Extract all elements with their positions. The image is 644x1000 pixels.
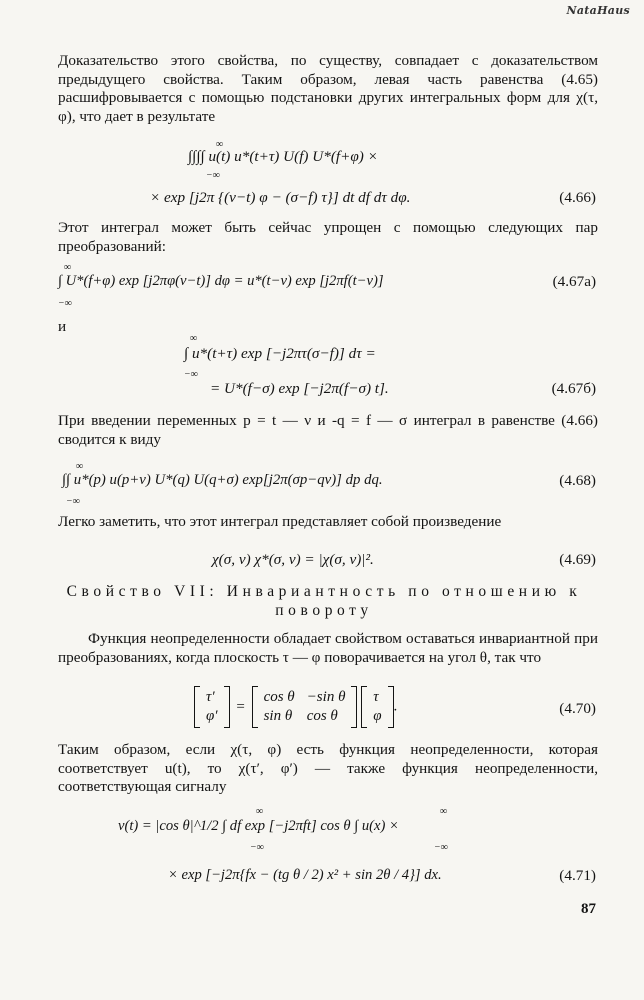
equation-4-67a: ∫ U*(f+φ) exp [j2πφ(ν−t)] dφ = u*(t−ν) exp [j2πf(t−ν)] [58, 273, 384, 289]
upper-limit: ∞ [440, 806, 448, 817]
paragraph-2: Этот интеграл может быть сейчас упрощен с помощью следующих пар преобразований: [58, 219, 598, 255]
matrix-cell: τ [373, 689, 379, 705]
equation-4-66-line-2: × exp [j2π {(ν−t) φ − (σ−f) τ}] dt df dτ dφ. [150, 189, 411, 206]
upper-limit: ∞ [64, 262, 72, 273]
lower-limit: −∞ [434, 842, 448, 853]
matrix-cell: φ [373, 708, 382, 724]
page-number: 87 [581, 901, 596, 917]
matrix-cell: φ′ [206, 708, 218, 724]
right-bracket [351, 686, 357, 728]
equation-number-4-67b: (4.67б) [551, 380, 596, 397]
paragraph-1: Доказательство этого свойства, по существу, совпадает с доказательством предыдущего свойства. Таким образом, левая часть равенства (4.65) расшифровывается с помощью подстановки других интегральных форм для χ(τ, φ), что дает в результате [58, 52, 598, 125]
equation-4-68: ∫∫ u*(p) u(p+ν) U*(q) U(q+σ) exp[j2π(σp−qν)] dp dq. [62, 472, 383, 488]
paragraph-3: При введении переменных p = t — ν и -q = f — σ интеграл в равенстве (4.66) сводится к виду [58, 412, 598, 448]
equation-number-4-69: (4.69) [559, 551, 596, 568]
watermark-logo: NataHaus [566, 4, 630, 17]
matrix-cell: cos θ [263, 689, 295, 705]
matrix-cell: τ′ [206, 689, 215, 705]
paragraph-6: Таким образом, если χ(τ, φ) есть функция неопределенности, которая соответствует u(t), то χ(τ′, φ′) — также функция неопределенности, соответствующая сигналу [58, 741, 598, 796]
section-heading: Свойство VII: Инвариантность по отношению к повороту [66, 583, 582, 619]
vector-right [367, 688, 387, 726]
equation-4-71-line-2: × exp [−j2π{fx − (tg θ / 2) x² + sin 2θ / 4}] dx. [168, 867, 442, 883]
equation-4-70: τ′ φ′ = cos θ −sin θ sin θ cos θ τ φ. [194, 686, 397, 728]
equation-number-4-68: (4.68) [559, 472, 596, 489]
conjunction: и [58, 318, 67, 335]
upper-limit: ∞ [190, 333, 198, 344]
paragraph-4: Легко заметить, что этот интеграл представляет собой произведение [58, 513, 502, 530]
equation-4-67b-line-1: ∫ u*(t+τ) exp [−j2πτ(σ−f)] dτ = [184, 345, 376, 362]
matrix-cell: cos θ [306, 708, 338, 724]
upper-limit: ∞ [76, 461, 84, 472]
equation-4-67b-line-2: = U*(f−σ) exp [−j2π(f−σ) t]. [210, 380, 389, 397]
lower-limit: −∞ [66, 496, 80, 507]
matrix-cell: −sin θ [306, 689, 346, 705]
equation-number-4-70: (4.70) [559, 700, 596, 717]
lower-limit: −∞ [250, 842, 264, 853]
equation-number-4-66: (4.66) [559, 189, 596, 206]
rotation-matrix [258, 688, 352, 726]
lower-limit: −∞ [184, 369, 198, 380]
equation-text: ∫∫∫∫ u(t) u*(t+τ) U(f) U*(f+φ) × [188, 148, 378, 165]
upper-limit: ∞ [216, 139, 224, 150]
lower-limit: −∞ [58, 298, 72, 309]
vector-left [200, 688, 224, 726]
equation-4-69: χ(σ, ν) χ*(σ, ν) = |χ(σ, ν)|². [212, 551, 374, 568]
right-bracket [224, 686, 230, 728]
equation-4-66-line-1 [188, 148, 378, 166]
lower-limit: −∞ [206, 170, 220, 181]
equation-4-71-line-1: v(t) = |cos θ|^1/2 ∫ df exp [−j2πft] cos θ ∫ u(x) × [118, 818, 399, 834]
equation-number-4-67a: (4.67a) [552, 273, 596, 290]
paragraph-5: Функция неопределенности обладает свойством оставаться инвариантной при преобразованиях, когда плоскость τ — φ поворачивается на угол θ, так что [58, 630, 598, 666]
upper-limit: ∞ [256, 806, 264, 817]
equation-number-4-71: (4.71) [559, 867, 596, 884]
matrix-cell: sin θ [263, 708, 293, 724]
